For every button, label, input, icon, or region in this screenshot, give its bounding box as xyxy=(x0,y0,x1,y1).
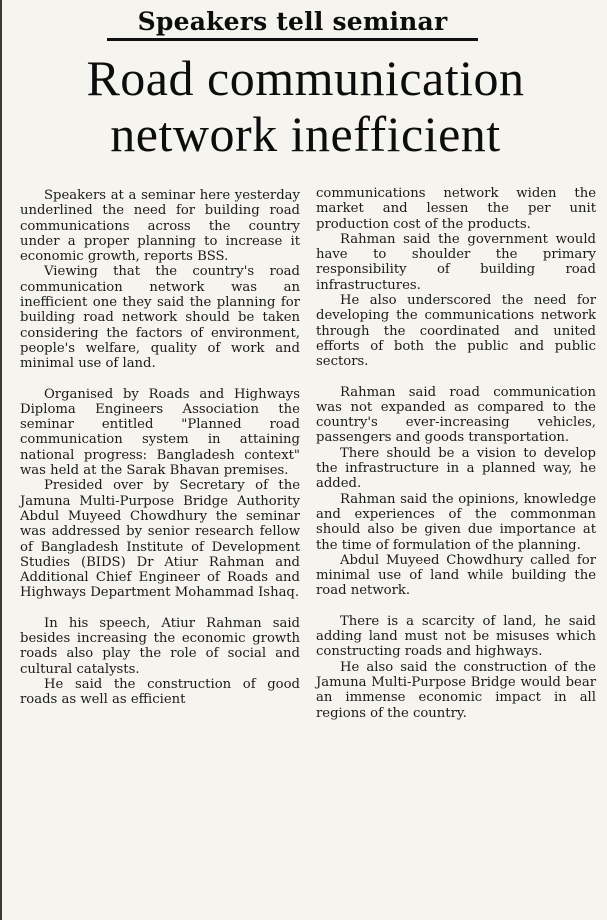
paragraph: He also underscored the need for developing the communications network through the coordinated and united efforts of both the public and public sectors. xyxy=(316,293,596,370)
paragraph: Organised by Roads and Highways Diploma Engineers Association the seminar entitled "Planned road communication system in attaining national progress: Bangladesh context" was held at the Sarak Bhavan premises. xyxy=(20,386,300,479)
paragraph: Speakers at a seminar here yesterday underlined the need for building road communications across the country under a proper planning to increase it economic growth, reports BSS. xyxy=(20,188,300,265)
paragraph: He also said the construction of the Jamuna Multi-Purpose Bridge would bear an immense economic impact in all regions of the country. xyxy=(316,659,596,721)
paragraph: Abdul Muyeed Chowdhury called for minimal use of land while building the road network. xyxy=(316,552,596,599)
paragraph: Rahman said the government would have to shoulder the primary responsibility of building road infrastructures. xyxy=(316,231,596,293)
paragraph: communications network widen the market and lessen the per unit production cost of the products. xyxy=(316,186,596,232)
paragraph: In his speech, Atiur Rahman said besides increasing the economic growth roads also play the role of social and cultural catalysts. xyxy=(20,615,300,677)
main-headline: Road communication network inefficient xyxy=(86,50,525,162)
paragraph: He said the construction of good roads as well as efficient xyxy=(20,676,300,708)
article-column-left xyxy=(20,188,300,708)
paragraph: Rahman said the opinions, knowledge and experiences of the commonman should also be given due importance at the time of formulation of the planning. xyxy=(316,491,596,553)
paragraph: Rahman said road communication was not expanded as compared to the country's ever-increasing vehicles, passengers and goods transportation. xyxy=(316,384,596,446)
article-column-right xyxy=(316,186,596,721)
paragraph: Presided over by Secretary of the Jamuna Multi-Purpose Bridge Authority Abdul Muyeed Chowdhury the seminar was addressed by senior research fellow of Bangladesh Institute of Development Studies (BIDS) Dr Atiur Rahman and Additional Chief Engineer of Roads and Highways Department Mohammad Ishaq. xyxy=(20,478,300,601)
paragraph: Viewing that the country's road communication network was an inefficient one they said the planning for building road network should be taken considering the factors of environment, people's welfare, quality of work and minimal use of land. xyxy=(20,264,300,372)
paragraph: There should be a vision to develop the infrastructure in a planned way, he added. xyxy=(316,445,596,492)
paragraph: There is a scarcity of land, he said adding land must not be misuses which constructing roads and highways. xyxy=(316,613,596,660)
kicker-headline: Speakers tell seminar xyxy=(107,6,478,41)
